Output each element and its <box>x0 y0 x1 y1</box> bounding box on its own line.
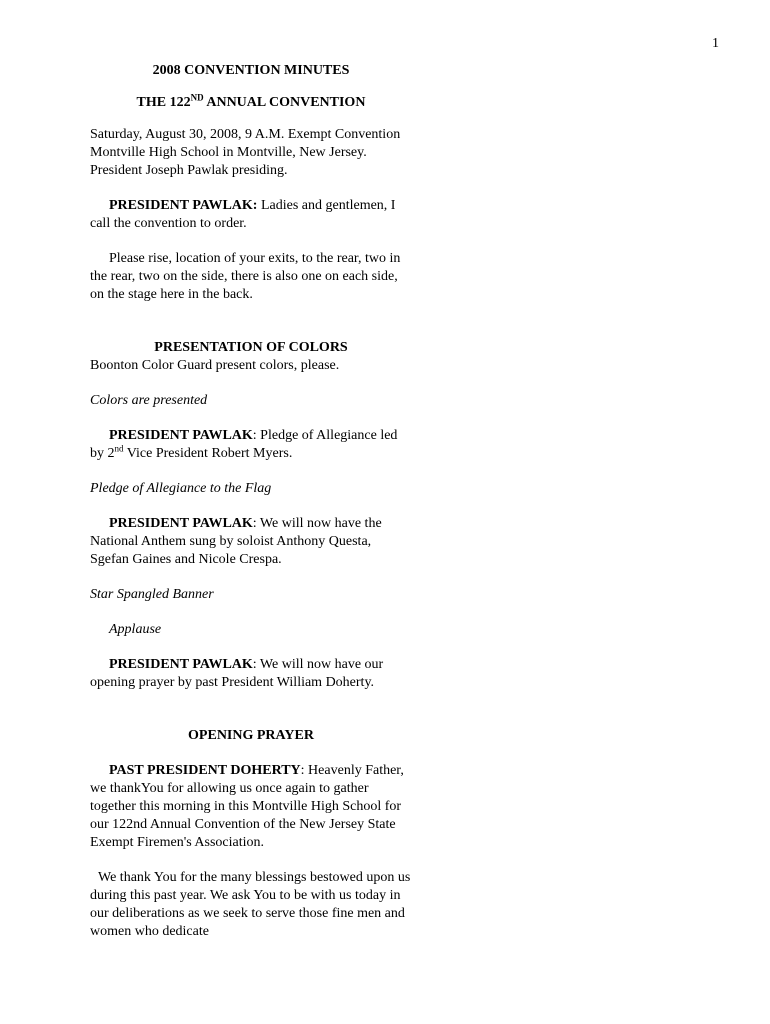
subtitle-text-end: ANNUAL CONVENTION <box>203 95 366 110</box>
paragraph-pledge <box>90 427 412 463</box>
speech-text: Ladies and gentlemen, I call the convention to order. <box>90 198 396 231</box>
section-heading-prayer: OPENING PRAYER <box>188 728 314 743</box>
paragraph-prayer <box>90 762 412 852</box>
paragraph-exits: Please rise, location of your exits, to the rear, two in the rear, two on the side, there is also one on each side, on the stage here in the back. <box>90 251 401 302</box>
paragraph-blessings: We thank You for the many blessings bestowed upon us during this past year. We ask You to be with us today in our deliberations as we seek to serve those fine men and women who dedicate <box>90 870 411 939</box>
page-number: 1 <box>712 36 719 51</box>
intro-paragraph: Saturday, August 30, 2008, 9 A.M. Exempt Convention Montville High School in Montville, New Jersey. President Joseph Pawlak presiding. <box>90 127 401 178</box>
speech-text: : We will now have our opening prayer by past President William Doherty. <box>90 657 384 690</box>
subtitle-text: THE 122 <box>136 95 191 110</box>
stage-direction-colors: Colors are presented <box>90 393 208 408</box>
stage-direction-applause: Applause <box>109 622 162 637</box>
paragraph-opening-prayer-intro <box>90 656 412 692</box>
speaker-label: PRESIDENT PAWLAK: <box>109 198 258 213</box>
section-heading-colors: PRESENTATION OF COLORS <box>154 340 348 355</box>
speaker-label: PAST PRESIDENT DOHERTY <box>109 763 301 778</box>
document-body <box>90 62 412 941</box>
speech-text: : We will now have the National Anthem sung by soloist Anthony Questa, Sgefan Gaines and Nicole Crespa. <box>90 516 382 567</box>
paragraph-call-to-order <box>90 197 412 233</box>
stage-direction-anthem: Star Spangled Banner <box>90 587 214 602</box>
speech-text: : Heavenly Father, we thankYou for allowing us once again to gather together this morning in this Montville High School for our 122nd Annual Convention of the New Jersey State Exempt Firemen's Association. <box>90 763 404 850</box>
speaker-label: PRESIDENT PAWLAK <box>109 516 253 531</box>
speaker-label: PRESIDENT PAWLAK <box>109 657 253 672</box>
stage-direction-pledge: Pledge of Allegiance to the Flag <box>90 481 272 496</box>
document-title: 2008 CONVENTION MINUTES <box>152 63 350 78</box>
paragraph-anthem <box>90 515 412 569</box>
speech-text: : Pledge of Allegiance led by 2 <box>90 428 398 461</box>
paragraph-color-guard: Boonton Color Guard present colors, please. <box>90 358 340 373</box>
subtitle-superscript: ND <box>190 92 204 103</box>
ordinal-superscript: nd <box>114 443 124 454</box>
document-subtitle <box>90 94 412 112</box>
speaker-label: PRESIDENT PAWLAK <box>109 428 253 443</box>
speech-text-end: Vice President Robert Myers. <box>123 446 293 461</box>
